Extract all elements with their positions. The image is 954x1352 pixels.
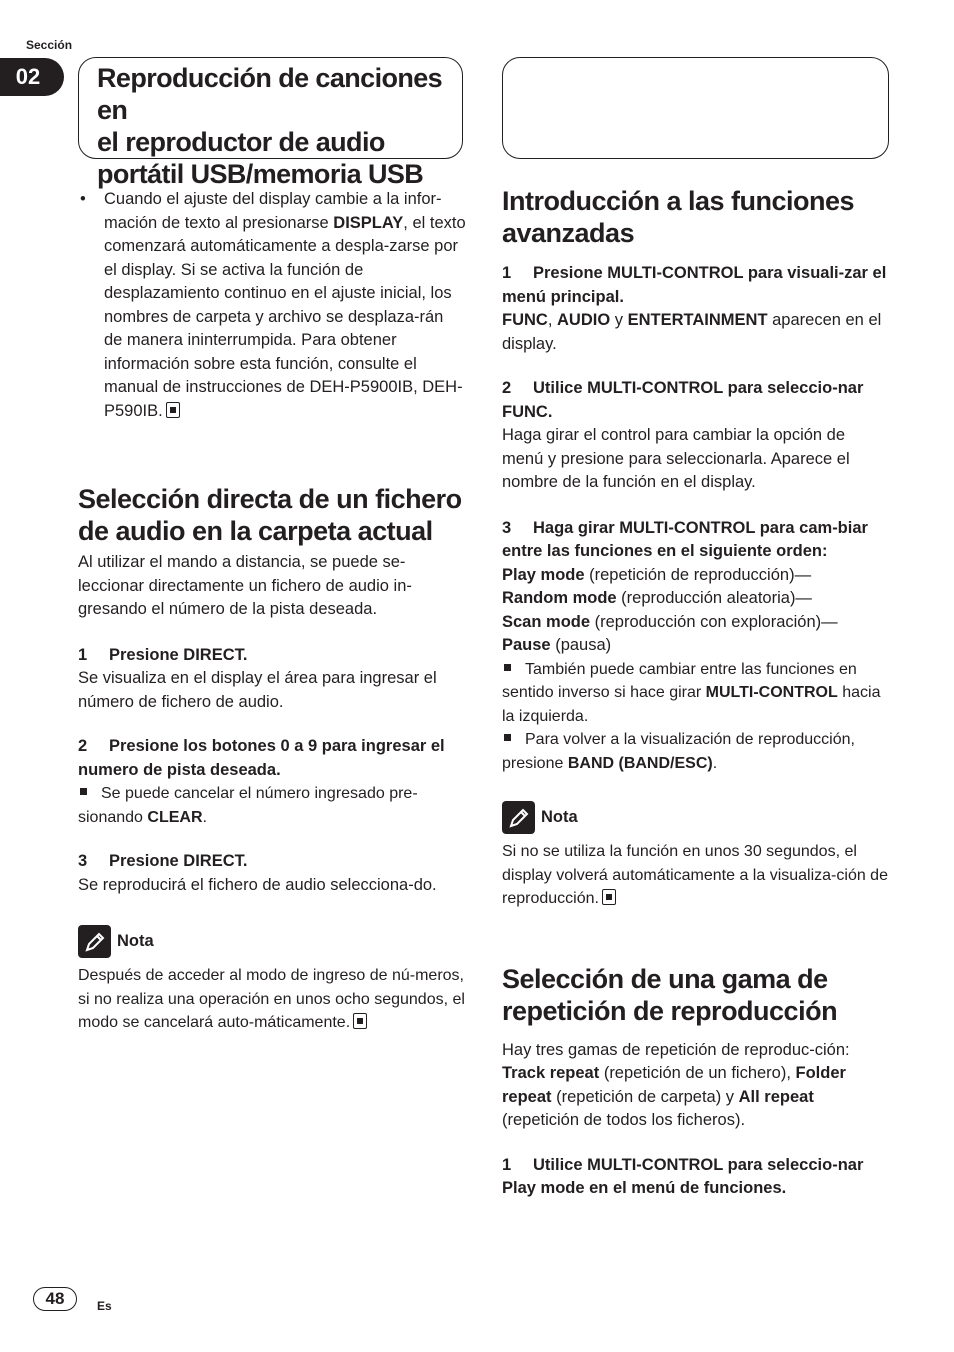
adv-step-2-title: 2 Utilice MULTI-CONTROL para seleccio-nar FUNC.	[502, 379, 864, 421]
square-bullet-icon	[504, 734, 511, 741]
left-column	[78, 188, 466, 1035]
section-heading-direct-select: Selección directa de un fichero de audio en la carpeta actual	[78, 484, 462, 546]
note-header	[78, 925, 466, 958]
step-3-body: Se reproducirá el fichero de audio selecciona-do.	[78, 875, 437, 894]
language-code: Es	[97, 1299, 112, 1313]
pencil-note-icon	[78, 925, 111, 958]
adv-step-2-body: Haga girar el control para cambiar la opción de menú y presione para seleccionarla. Aparece el nombre de la función en el display.	[502, 426, 850, 491]
note-header	[502, 801, 890, 834]
note-label: Nota	[541, 807, 578, 826]
repeat-range-intro: Hay tres gamas de repetición de reproduc-ción: Track repeat (repetición de un fichero), Folder repeat (repetición de carpeta) y All repeat (repetición de todos los ficheros).	[502, 1040, 850, 1129]
end-mark-icon	[602, 889, 616, 905]
adv-step-1-body: FUNC, AUDIO y ENTERTAINMENT aparecen en el display.	[502, 311, 882, 353]
end-mark-icon	[353, 1013, 367, 1029]
header-title-line-1: Reproducción de canciones en	[97, 63, 443, 125]
right-column	[502, 185, 890, 1201]
header-title-line-3: portátil USB/memoria USB	[97, 159, 424, 189]
note-text: Después de acceder al modo de ingreso de nú-meros, si no realiza una operación en unos ocho segundos, el modo se cancelará auto-máticamente.	[78, 967, 465, 1031]
section-header-box	[78, 57, 463, 189]
section-heading-repeat-range: Selección de una gama de repetición de reproducción	[502, 963, 838, 1026]
adv-step-3-note-2: Para volver a la visualización de reproducción, presione BAND (BAND/ESC).	[502, 731, 855, 772]
end-mark-icon	[166, 402, 180, 418]
step-3-title: 3 Presione DIRECT.	[78, 852, 248, 870]
section-label: Sección	[26, 38, 73, 52]
repeat-step-1-title: 1 Utilice MULTI-CONTROL para seleccio-nar Play mode en el menú de funciones.	[502, 1155, 864, 1197]
header-title-line-2: el reproductor de audio	[97, 127, 385, 157]
step-2-note: Se puede cancelar el número ingresado pre-sionando CLEAR.	[78, 785, 418, 826]
page-number: 48	[33, 1287, 77, 1311]
display-scroll-bullet: • Cuando el ajuste del display cambie a la infor-mación de texto al presionarse DISPLAY, el texto comenzará automáticamente a despla-zarse por el display. Si se activa la función de desplazamiento continuo en el ajuste inicial, los nombres de carpeta y archivo se desplaza-rán de manera ininterrumpida. Para obtener información sobre esta función, consulte el manual de instrucciones de DEH-P5900IB, DEH-P590IB.	[78, 188, 466, 423]
adv-step-3-title: 3 Haga girar MULTI-CONTROL para cam-biar entre las funciones en el siguiente orden:	[502, 518, 868, 560]
note-label: Nota	[117, 931, 154, 950]
section-heading-advanced-functions: Introducción a las funciones avanzadas	[502, 186, 855, 248]
square-bullet-icon	[80, 788, 87, 795]
step-1-title: 1 Presione DIRECT.	[78, 645, 248, 664]
step-2-title: 2 Presione los botones 0 a 9 para ingresar el numero de pista deseada.	[78, 737, 445, 779]
section-number-tab: 02	[0, 58, 64, 96]
adv-step-3-note-1: También puede cambiar entre las funciones en sentido inverso si hace girar MULTI-CONTROL hacia la izquierda.	[502, 660, 881, 725]
header-empty-box	[502, 57, 889, 159]
adv-step-3-modes: Play mode (repetición de reproducción)— Random mode (reproducción aleatoria)— Scan mode (reproducción con exploración)— Pause (pausa)	[502, 565, 838, 654]
step-1-body: Se visualiza en el display el área para ingresar el número de fichero de audio.	[78, 669, 437, 711]
adv-step-1-title: 1 Presione MULTI-CONTROL para visuali-zar el menú principal.	[502, 264, 887, 306]
pencil-note-icon	[502, 801, 535, 834]
square-bullet-icon	[504, 664, 511, 671]
direct-select-intro: Al utilizar el mando a distancia, se puede se-leccionar directamente un fichero de audio in-gresando el número de la pista deseada.	[78, 553, 412, 618]
note-text: Si no se utiliza la función en unos 30 segundos, el display volverá automáticamente a la visualiza-ción de reproducción.	[502, 843, 888, 907]
